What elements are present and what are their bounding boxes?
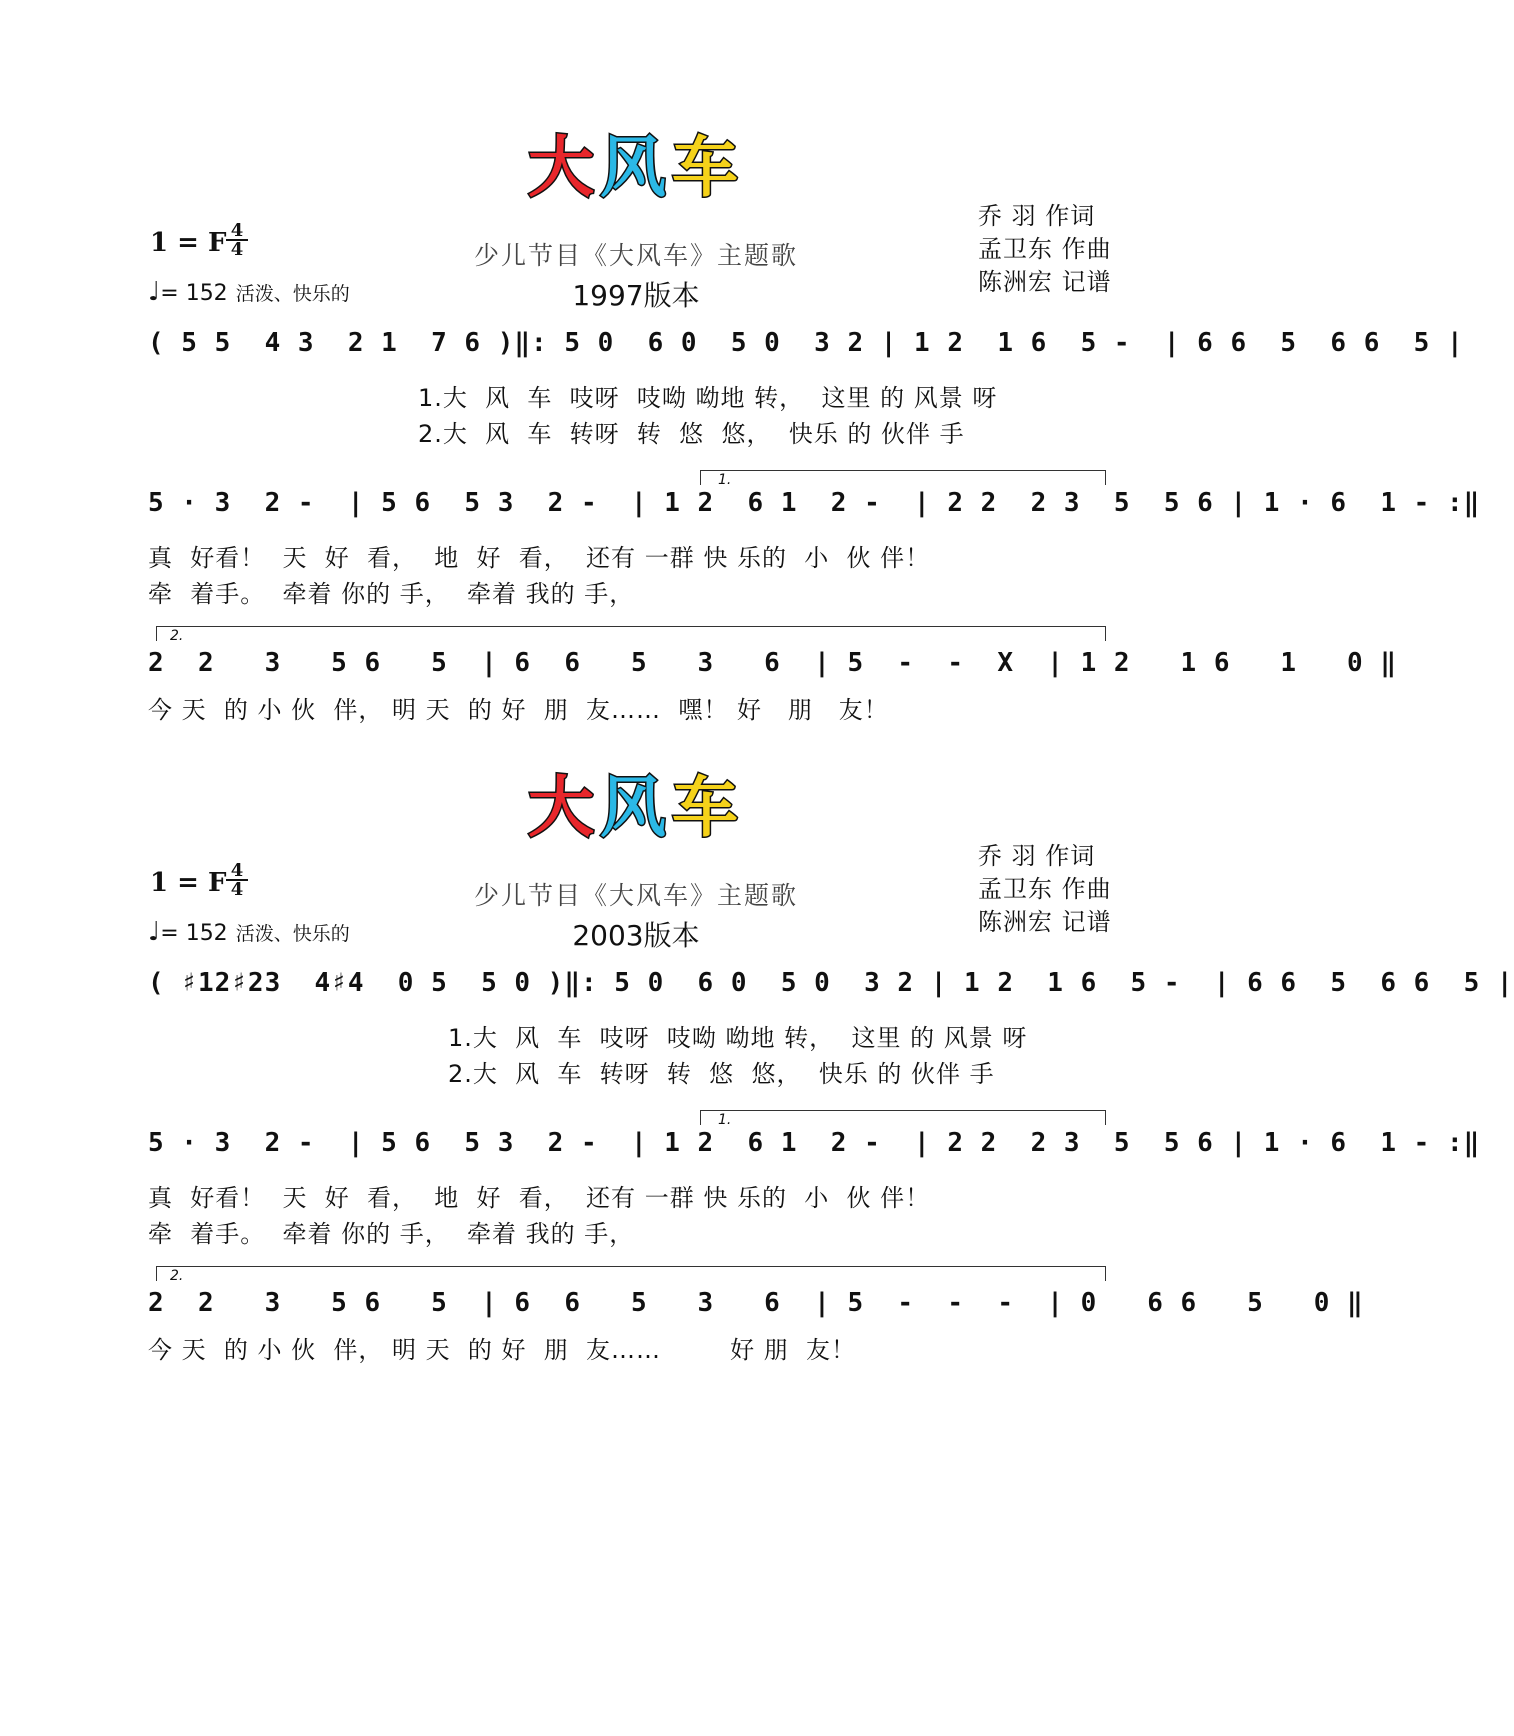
lyric-verse-2: 2.大 风 车 转呀 转 悠 悠， 快乐 的 伙伴 手 <box>448 1060 995 1088</box>
notation-line: 2 2 3 5 6 5 | 6 6 5 3 6 | 5 - - - | 0 6 6 5 0 ‖ <box>148 1288 1364 1318</box>
transcriber-credit: 陈洲宏 记谱 <box>978 908 1112 936</box>
title-char: 车 <box>672 769 744 846</box>
key-signature: 1 = F <box>150 228 227 258</box>
quarter-note-icon: ♩ <box>148 917 161 947</box>
transcriber-credit: 陈洲宏 记谱 <box>978 268 1112 296</box>
time-signature-top: 4 <box>226 222 248 241</box>
title-char: 风 <box>600 129 672 206</box>
lyricist-credit: 乔 羽 作词 <box>978 842 1096 870</box>
lyric-verse-2: 2.大 风 车 转呀 转 悠 悠， 快乐 的 伙伴 手 <box>418 420 965 448</box>
quarter-note-icon: ♩ <box>148 277 161 307</box>
time-signature-top: 4 <box>226 862 248 881</box>
tempo-mood: 活泼、快乐的 <box>235 283 350 305</box>
volta-bracket-1 <box>700 1110 1106 1125</box>
notation-line: ( 5 5 4 3 2 1 7 6 )‖: 5 0 6 0 5 0 3 2 | 1 2 1 6 5 - | 6 6 5 6 6 5 | <box>148 328 1464 358</box>
title-char: 大 <box>528 129 600 206</box>
lyric-verse-1: 真 好看！ 天 好 看， 地 好 看， 还有 一群 快 乐的 小 伙 伴！ <box>148 1184 931 1212</box>
lyric-verse-1: 真 好看！ 天 好 看， 地 好 看， 还有 一群 快 乐的 小 伙 伴！ <box>148 544 931 572</box>
title-char: 风 <box>600 769 672 846</box>
credits <box>978 200 1112 299</box>
volta-label-1: 1. <box>718 472 732 488</box>
lyric-verse-2: 牵 着手。 牵着 你的 手， 牵着 我的 手， <box>148 1220 635 1248</box>
title-char: 大 <box>528 769 600 846</box>
notation-line: 5 · 3 2 - | 5 6 5 3 2 - | 1 2 6 1 2 - | 2 2 2 3 5 5 6 | 1 · 6 1 - :‖ <box>148 1128 1481 1158</box>
volta-label-1: 1. <box>718 1112 732 1128</box>
lyric-line: 今 天 的 小 伙 伴， 明 天 的 好 朋 友…… 嘿！ 好 朋 友！ <box>148 696 889 724</box>
lyric-verse-1: 1.大 风 车 吱呀 吱呦 呦地 转， 这里 的 风景 呀 <box>448 1024 1028 1052</box>
time-signature-bottom: 4 <box>230 879 244 900</box>
volta-label-2: 2. <box>170 1268 184 1284</box>
volta-bracket-2 <box>156 626 1106 641</box>
lyric-line: 今 天 的 小 伙 伴， 明 天 的 好 朋 友…… 好 朋 友！ <box>148 1336 856 1364</box>
title-char: 车 <box>672 129 744 206</box>
song-title <box>0 129 1272 206</box>
lyricist-credit: 乔 羽 作词 <box>978 202 1096 230</box>
song-title <box>0 769 1272 846</box>
credits <box>978 840 1112 939</box>
volta-label-2: 2. <box>170 628 184 644</box>
subtitle: 少儿节目《大风车》主题歌 <box>473 241 798 270</box>
edition-label: 1997版本 <box>572 279 700 312</box>
subtitle: 少儿节目《大风车》主题歌 <box>473 881 798 910</box>
edition-label: 2003版本 <box>572 919 700 952</box>
tempo-value: = 152 <box>160 921 228 946</box>
composer-credit: 孟卫东 作曲 <box>978 875 1112 903</box>
lyric-verse-2: 牵 着手。 牵着 你的 手， 牵着 我的 手， <box>148 580 635 608</box>
notation-line: ( ♯12♯23 4♯4 0 5 5 0 )‖: 5 0 6 0 5 0 3 2 | 1 2 1 6 5 - | 6 6 5 6 6 5 | <box>148 968 1514 998</box>
notation-line: 2 2 3 5 6 5 | 6 6 5 3 6 | 5 - - X | 1 2 1 6 1 0 ‖ <box>148 648 1397 678</box>
notation-line: 5 · 3 2 - | 5 6 5 3 2 - | 1 2 6 1 2 - | 2 2 2 3 5 5 6 | 1 · 6 1 - :‖ <box>148 488 1481 518</box>
lyric-verse-1: 1.大 风 车 吱呀 吱呦 呦地 转， 这里 的 风景 呀 <box>418 384 998 412</box>
key-signature: 1 = F <box>150 868 227 898</box>
tempo-value: = 152 <box>160 281 228 306</box>
volta-bracket-2 <box>156 1266 1106 1281</box>
time-signature-bottom: 4 <box>230 239 244 260</box>
volta-bracket-1 <box>700 470 1106 485</box>
tempo-mood: 活泼、快乐的 <box>235 923 350 945</box>
composer-credit: 孟卫东 作曲 <box>978 235 1112 263</box>
